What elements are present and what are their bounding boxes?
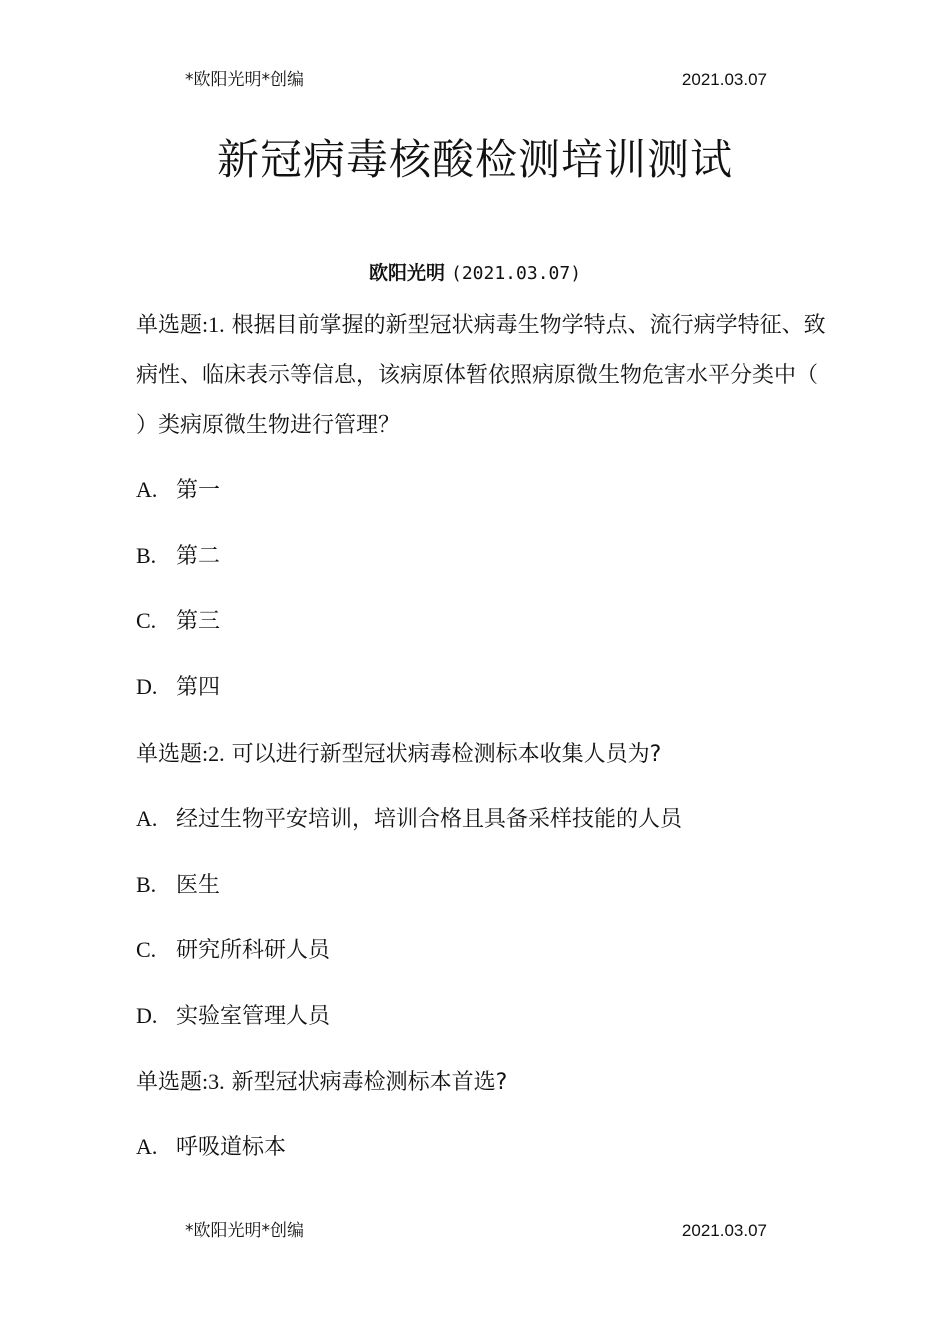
question-2-text: 可以进行新型冠状病毒检测标本收集人员为? [224, 742, 662, 767]
question-3 [136, 1057, 826, 1108]
author-date: (2021.03.07) [451, 263, 582, 284]
option-text: 第一 [176, 478, 221, 503]
header-date: 2021.03.07 [681, 70, 767, 89]
author-line [0, 259, 950, 288]
option-letter: D. [136, 674, 158, 699]
option-letter: A. [136, 477, 158, 502]
question-1-option-d [136, 672, 826, 703]
question-1-option-b [136, 541, 826, 572]
question-1-text: 根据目前掌握的新型冠状病毒生物学特点、流行病学特征、致病性、临床表示等信息，该病原体暂依照病原微生物危害水平分类中（ ）类病原微生物进行管理？ [136, 313, 826, 438]
option-letter: A. [136, 806, 158, 831]
option-text: 医生 [176, 873, 221, 898]
option-text: 研究所科研人员 [176, 938, 331, 963]
document-title: 新冠病毒核酸检测培训测试 [216, 135, 733, 185]
question-3-option-a [136, 1132, 826, 1163]
question-2-number: 单选题:2. [136, 741, 225, 766]
question-2-option-d [136, 1001, 826, 1032]
question-3-text: 新型冠状病毒检测标本首选? [224, 1070, 508, 1095]
question-1-number: 单选题:1. [136, 312, 225, 337]
page-footer [185, 1218, 767, 1244]
header-author-label: *欧阳光明*创编 [185, 70, 304, 90]
option-letter: B. [136, 872, 157, 897]
option-letter: C. [136, 608, 157, 633]
option-text: 第三 [176, 609, 221, 634]
option-letter: C. [136, 937, 157, 962]
question-3-number: 单选题:3. [136, 1069, 225, 1094]
question-2 [136, 729, 826, 780]
option-letter: D. [136, 1003, 158, 1028]
option-letter: A. [136, 1134, 158, 1159]
question-2-option-a [136, 804, 826, 835]
question-1 [136, 300, 826, 451]
option-text: 呼吸道标本 [176, 1135, 287, 1160]
footer-author-label: *欧阳光明*创编 [185, 1221, 304, 1241]
option-letter: B. [136, 543, 157, 568]
question-2-option-c [136, 935, 826, 966]
question-1-option-c [136, 606, 826, 637]
author-name: 欧阳光明 [368, 262, 445, 284]
option-text: 第四 [176, 675, 221, 700]
option-text: 经过生物平安培训，培训合格且具备采样技能的人员 [176, 807, 683, 832]
option-text: 实验室管理人员 [176, 1004, 331, 1029]
footer-date: 2021.03.07 [681, 1221, 767, 1240]
page-header [185, 67, 767, 93]
question-2-option-b [136, 870, 826, 901]
question-1-option-a [136, 475, 826, 506]
option-text: 第二 [176, 544, 221, 569]
